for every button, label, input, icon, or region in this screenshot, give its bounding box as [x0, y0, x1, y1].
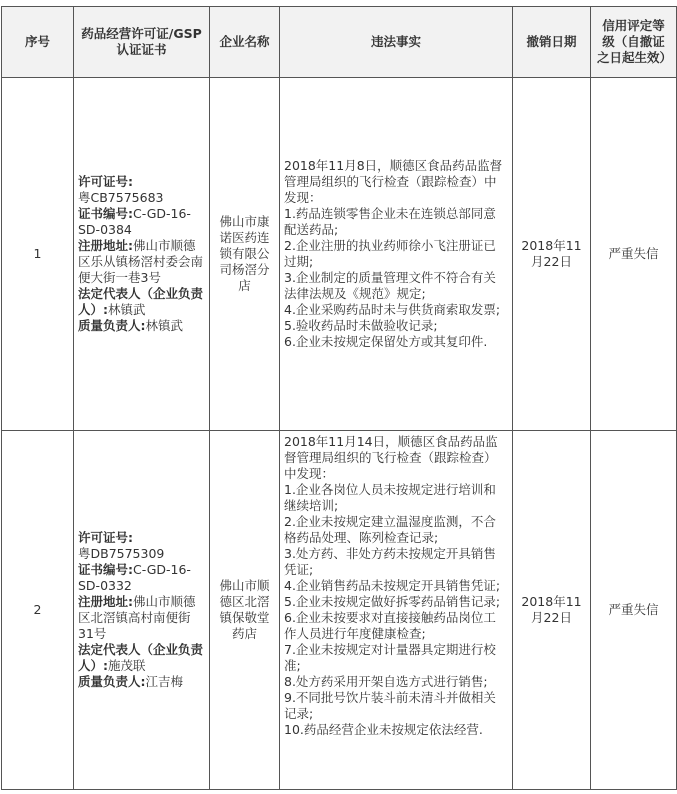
violation-cell	[280, 78, 513, 431]
violation-line: 9.不同批号饮片装斗前未清斗并做相关记录;	[284, 690, 496, 721]
address-label: 注册地址:	[78, 238, 133, 253]
table-row	[2, 431, 677, 790]
legal-name: 施茂联	[108, 658, 146, 673]
quality-label: 质量负责人:	[78, 674, 146, 689]
violation-line: 2.企业注册的执业药师徐小飞注册证已过期;	[284, 238, 496, 269]
header-company: 企业名称	[210, 7, 280, 78]
legal-label: 法定代表人（企业负责人）:	[78, 642, 204, 673]
violation-line: 2.企业未按规定建立温湿度监测，不合格药品处理、陈列检查记录;	[284, 514, 496, 545]
license-no: 粤DB7575309	[78, 546, 165, 561]
violation-line: 8.处方药采用开架自选方式进行销售;	[284, 674, 488, 689]
seq-cell: 2	[2, 431, 74, 790]
header-seq: 序号	[2, 7, 74, 78]
address: 佛山市顺德区乐从镇杨滘村委会南便大街一巷3号	[78, 238, 204, 285]
violation-line: 2018年11月8日，顺德区食品药品监督管理局组织的飞行检查（跟踪检查）中发现：	[284, 158, 503, 205]
cert-no: C-GD-16-SD-0332	[78, 562, 191, 593]
violation-line: 6.企业未按规定保留处方或其复印件.	[284, 334, 488, 349]
header-rating: 信用评定等级（自撤证之日起生效）	[591, 7, 677, 78]
header-revoke-date: 撤销日期	[513, 7, 591, 78]
violation-line: 4.企业采购药品时未与供货商索取发票;	[284, 302, 501, 317]
quality-name: 江吉梅	[145, 674, 184, 689]
violation-line: 1.企业各岗位人员未按规定进行培训和继续培训;	[284, 482, 496, 513]
legal-name: 林镇武	[108, 302, 146, 317]
company-cell: 佛山市康诺医药连锁有限公司杨滘分店	[210, 78, 280, 431]
company-cell: 佛山市顺德区北滘镇保敬堂药店	[210, 431, 280, 790]
quality-label: 质量负责人:	[78, 318, 146, 333]
violation-line: 3.处方药、非处方药未按规定开具销售凭证;	[284, 546, 496, 577]
quality-name: 林镇武	[145, 318, 184, 333]
header-license: 药品经营许可证/GSP认证证书	[74, 7, 210, 78]
cert-no-label: 证书编号:	[78, 562, 133, 577]
table-row	[2, 78, 677, 431]
address: 佛山市顺德区北滘镇高村南便街31号	[78, 594, 196, 641]
violation-line: 7.企业未按规定对计量器具定期进行校准;	[284, 642, 496, 673]
violation-cell	[280, 431, 513, 790]
license-no: 粤CB7575683	[78, 190, 164, 205]
license-cell	[74, 431, 210, 790]
rating-cell: 严重失信	[591, 78, 677, 431]
revoke-date-cell: 2018年11月22日	[513, 78, 591, 431]
violation-line: 2018年11月14日，顺德区食品药品监督管理局组织的飞行检查（跟踪检查）中发现：	[284, 434, 498, 481]
revocation-table	[1, 6, 677, 790]
violation-line: 5.验收药品时未做验收记录;	[284, 318, 438, 333]
revoke-date-cell: 2018年11月22日	[513, 431, 591, 790]
rating-cell: 严重失信	[591, 431, 677, 790]
license-cell	[74, 78, 210, 431]
cert-no-label: 证书编号:	[78, 206, 133, 221]
cert-no: C-GD-16-SD-0384	[78, 206, 191, 237]
license-no-label: 许可证号:	[78, 530, 133, 545]
header-violation: 违法事实	[280, 7, 513, 78]
violation-line: 4.企业销售药品未按规定开具销售凭证;	[284, 578, 501, 593]
violation-line: 3.企业制定的质量管理文件不符合有关法律法规及《规范》规定;	[284, 270, 496, 301]
legal-label: 法定代表人（企业负责人）:	[78, 286, 204, 317]
violation-line: 1.药品连锁零售企业未在连锁总部同意配送药品;	[284, 206, 496, 237]
violation-line: 10.药品经营企业未按规定依法经营.	[284, 722, 483, 737]
seq-cell: 1	[2, 78, 74, 431]
table-header-row	[2, 7, 677, 78]
license-no-label: 许可证号:	[78, 174, 133, 189]
address-label: 注册地址:	[78, 594, 133, 609]
violation-line: 6.企业未按要求对直接接触药品岗位工作人员进行年度健康检查;	[284, 610, 496, 641]
violation-line: 5.企业未按规定做好拆零药品销售记录;	[284, 594, 501, 609]
